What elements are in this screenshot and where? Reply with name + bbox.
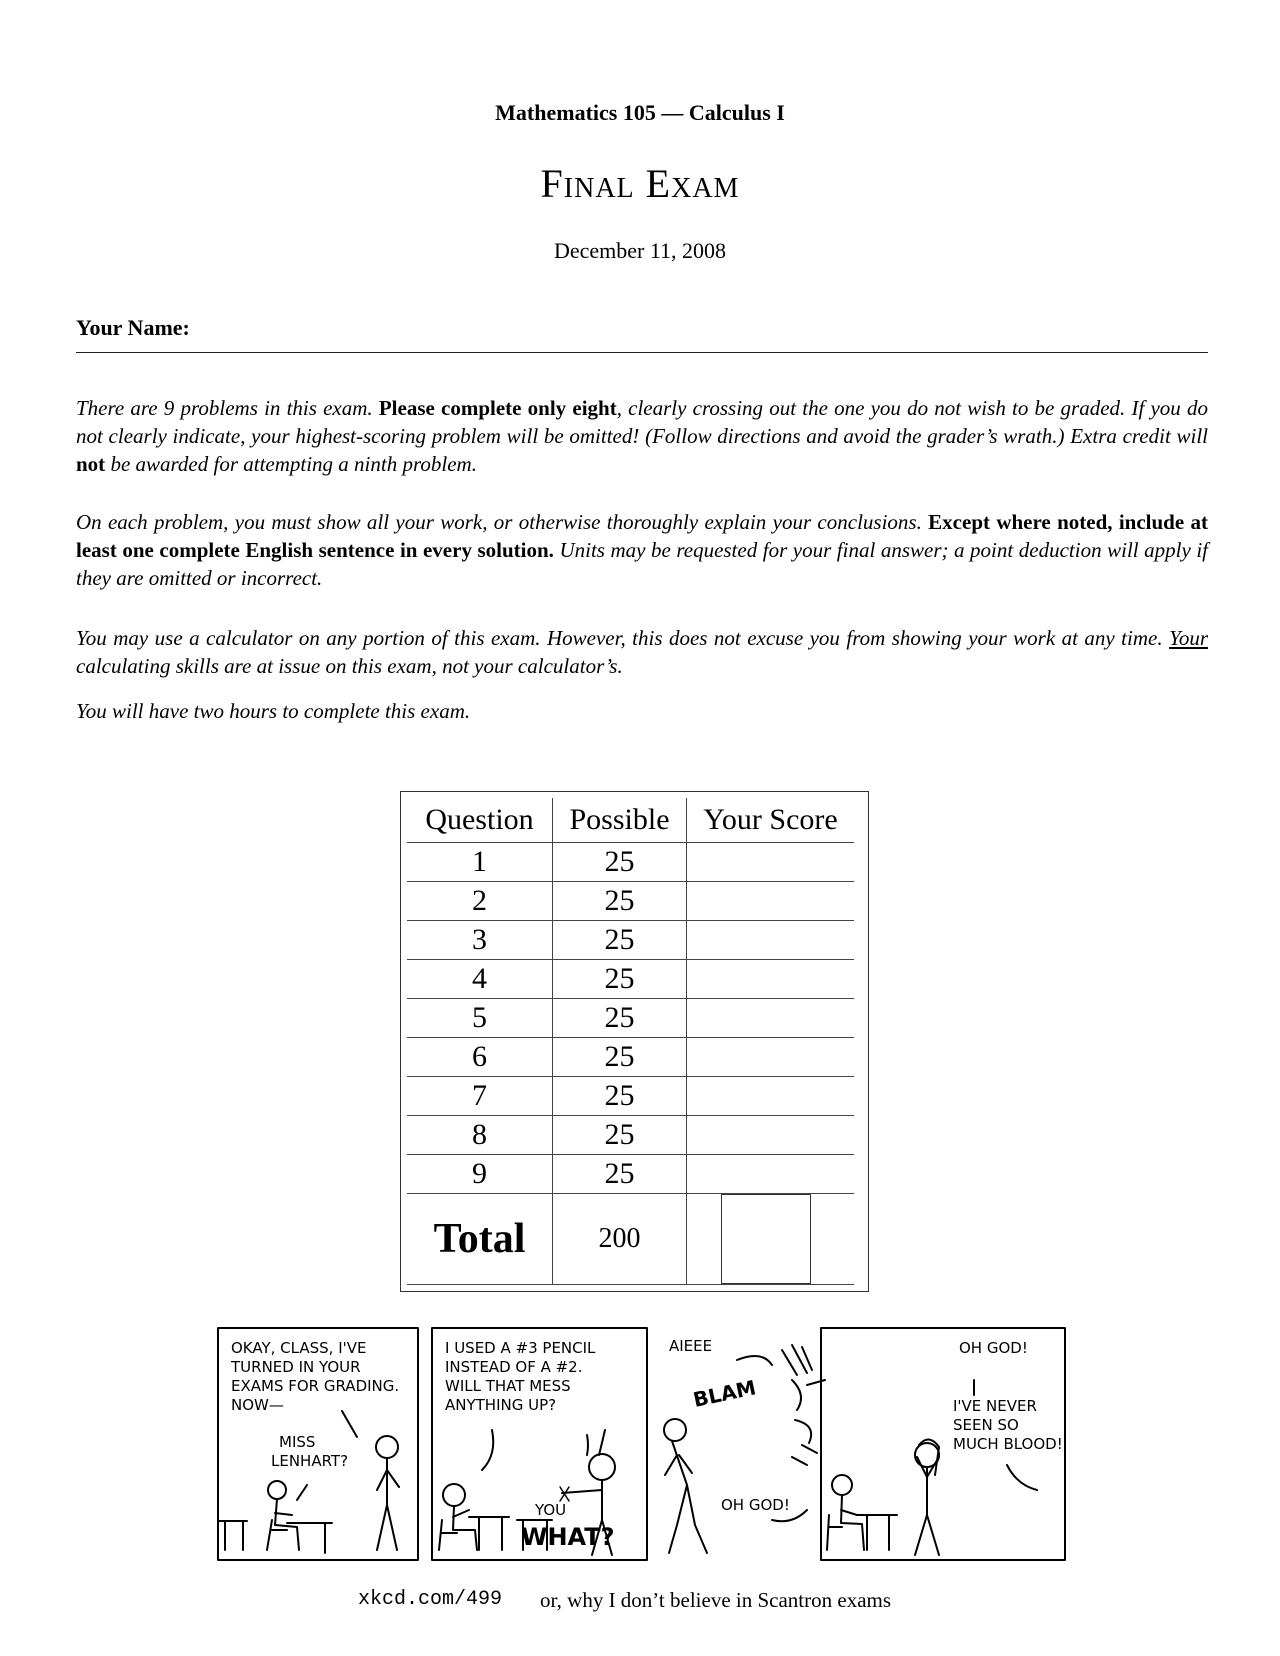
score-cell[interactable]: [687, 1077, 854, 1116]
score-cell[interactable]: [687, 1038, 854, 1077]
score-table: [400, 791, 869, 1292]
instr-3a: You may use a calculator on any portion of this exam. However, this does not excuse you from showing your work at any time.: [76, 626, 1163, 650]
comic-text: ANYTHING UP?: [445, 1396, 557, 1414]
table-row: [407, 960, 854, 999]
total-possible: 200: [553, 1194, 687, 1285]
header-possible: Possible: [553, 798, 687, 843]
xkcd-comic-strip: [217, 1325, 1067, 1563]
instr-2b: Except where noted, include at least one complete English sentence in every solution.: [76, 510, 1208, 562]
question-number: 8: [407, 1116, 553, 1155]
possible-points: 25: [553, 1038, 687, 1077]
possible-points: 25: [553, 1116, 687, 1155]
comic-text: I'VE NEVER: [953, 1397, 1037, 1415]
total-score-cell: [687, 1194, 854, 1285]
comic-text: YOU: [535, 1501, 567, 1519]
score-cell[interactable]: [687, 1155, 854, 1194]
comic-text: MISS: [279, 1433, 316, 1451]
possible-points: 25: [553, 882, 687, 921]
possible-points: 25: [553, 843, 687, 882]
question-number: 7: [407, 1077, 553, 1116]
total-label: Total: [407, 1194, 553, 1285]
score-cell[interactable]: [687, 960, 854, 999]
name-field-line[interactable]: [76, 352, 1208, 353]
table-row: [407, 1038, 854, 1077]
exam-date: December 11, 2008: [553, 238, 727, 263]
score-cell[interactable]: [687, 921, 854, 960]
instr-1a: There are 9 problems in this exam.: [76, 396, 373, 420]
table-row: [407, 999, 854, 1038]
comic-text: TURNED IN YOUR: [231, 1358, 361, 1376]
possible-points: 25: [553, 999, 687, 1038]
comic-text: EXAMS FOR GRADING.: [231, 1377, 400, 1395]
comic-text: LENHART?: [271, 1452, 349, 1470]
instr-1c: , clearly crossing out the one you do not wish to be graded. If you do not clearly indicate, your highest-scoring problem will be omitted! (Follow directions and avoid the grader’s wrath.) Extra credit will: [76, 396, 1208, 448]
comic-text: BLAM: [691, 1375, 759, 1412]
comic-text: OH GOD!: [959, 1339, 1028, 1357]
question-number: 2: [407, 882, 553, 921]
instr-2c: Units may be requested for your final answer; a point deduction will apply if they are omitted or incorrect.: [76, 538, 1208, 590]
header-question: Question: [407, 798, 553, 843]
header-your-score: Your Score: [687, 798, 854, 843]
instr-1b: Please complete only eight: [378, 396, 617, 420]
comic-text: SEEN SO: [953, 1416, 1019, 1434]
score-cell[interactable]: [687, 882, 854, 921]
instructions-paragraph-1: [76, 394, 1208, 478]
possible-points: 25: [553, 921, 687, 960]
comic-text: INSTEAD OF A #2.: [445, 1358, 583, 1376]
score-cell[interactable]: [687, 999, 854, 1038]
comic-text: OH GOD!: [721, 1496, 790, 1514]
comic-text: AIEEE: [669, 1337, 713, 1355]
name-label: Your Name:: [76, 315, 190, 340]
caption-text: or, why I don’t believe in Scantron exams: [540, 1588, 892, 1612]
question-number: 5: [407, 999, 553, 1038]
instr-3b: Your: [1169, 626, 1208, 650]
comic-text: MUCH BLOOD!: [953, 1435, 1063, 1453]
question-number: 4: [407, 960, 553, 999]
total-row: [407, 1194, 854, 1285]
comic-text: NOW—: [231, 1396, 284, 1414]
total-score-box[interactable]: [721, 1194, 811, 1284]
exam-title: Final Exam: [540, 161, 740, 206]
comic-text: OKAY, CLASS, I'VE: [231, 1339, 367, 1357]
caption-url[interactable]: xkcd.com/499: [358, 1588, 503, 1611]
question-number: 9: [407, 1155, 553, 1194]
table-row: [407, 843, 854, 882]
instr-1d: not: [76, 452, 106, 476]
comic-text: WILL THAT MESS: [445, 1377, 571, 1395]
instructions-paragraph-2: [76, 508, 1208, 592]
table-row: [407, 1116, 854, 1155]
score-cell[interactable]: [687, 1116, 854, 1155]
table-row: [407, 882, 854, 921]
comic-text: WHAT?: [521, 1523, 615, 1551]
score-cell[interactable]: [687, 843, 854, 882]
instructions-paragraph-4: You will have two hours to complete this exam.: [76, 699, 471, 723]
course-title: Mathematics 105 — Calculus I: [495, 100, 785, 125]
instructions-paragraph-3: [76, 624, 1208, 680]
question-number: 3: [407, 921, 553, 960]
instr-3c: calculating skills are at issue on this exam, not your calculator’s.: [76, 654, 623, 678]
score-table-header: [407, 798, 854, 843]
comic-text: I USED A #3 PENCIL: [445, 1339, 596, 1357]
table-row: [407, 1077, 854, 1116]
instr-1e: be awarded for attempting a ninth problem.: [110, 452, 477, 476]
possible-points: 25: [553, 1155, 687, 1194]
instr-2a: On each problem, you must show all your work, or otherwise thoroughly explain your conclusions.: [76, 510, 922, 534]
table-row: [407, 1155, 854, 1194]
possible-points: 25: [553, 1077, 687, 1116]
possible-points: 25: [553, 960, 687, 999]
question-number: 6: [407, 1038, 553, 1077]
question-number: 1: [407, 843, 553, 882]
table-row: [407, 921, 854, 960]
